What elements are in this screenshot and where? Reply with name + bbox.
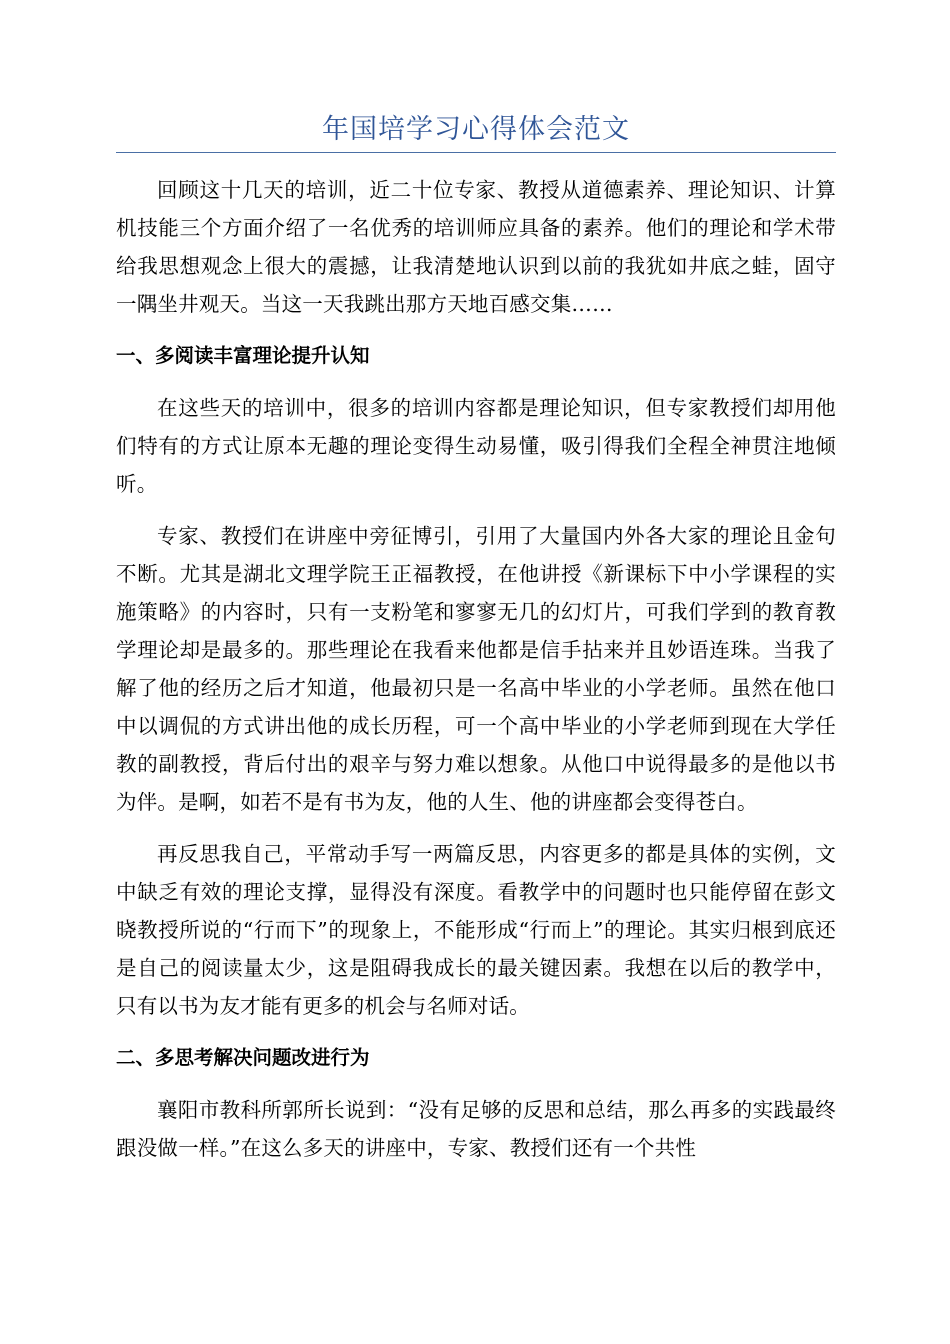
section-heading-2: 二、多思考解决问题改进行为: [116, 1046, 370, 1069]
section-heading-1: 一、多阅读丰富理论提升认知: [116, 344, 370, 367]
document-title: 年国培学习心得体会范文: [322, 114, 630, 145]
document-page: [116, 108, 836, 1181]
paragraph-intro: 回顾这十几天的培训，近二十位专家、教授从道德素养、理论知识、计算机技能三个方面介绍了一名优秀的培训师应具备的素养。他们的理论和学术带给我思想观念上很大的震撼，让我清楚地认识到以前的我犹如井底之蛙，固守一隅坐井观天。当这一天我跳出那方天地百感交集……: [116, 178, 836, 316]
paragraph-2: 专家、教授们在讲座中旁征博引，引用了大量国内外各大家的理论且金句不断。尤其是湖北文理学院王正福教授，在他讲授《新课标下中小学课程的实施策略》的内容时，只有一支粉笔和寥寥无几的幻灯片，可我们学到的教育教学理论却是最多的。那些理论在我看来他都是信手拈来并且妙语连珠。当我了解了他的经历之后才知道，他最初只是一名高中毕业的小学老师。虽然在他口中以调侃的方式讲出他的成长历程，可一个高中毕业的小学老师到现在大学任教的副教授，背后付出的艰辛与努力难以想象。从他口中说得最多的是他以书为伴。是啊，如若不是有书为友，他的人生、他的讲座都会变得苍白。: [116, 524, 836, 814]
title-underline: [116, 152, 836, 153]
paragraph-3: 再反思我自己，平常动手写一两篇反思，内容更多的都是具体的实例，文中缺乏有效的理论支撑，显得没有深度。看教学中的问题时也只能停留在彭文晓教授所说的“行而下”的现象上，不能形成“行而上”的理论。其实归根到底还是自己的阅读量太少，这是阻碍我成长的最关键因素。我想在以后的教学中，只有以书为友才能有更多的机会与名师对话。: [116, 842, 836, 1018]
paragraph-1: 在这些天的培训中，很多的培训内容都是理论知识，但专家教授们却用他们特有的方式让原本无趣的理论变得生动易懂，吸引得我们全程全神贯注地倾听。: [116, 396, 836, 496]
paragraph-4: 襄阳市教科所郭所长说到：“没有足够的反思和总结，那么再多的实践最终跟没做一样。”在这么多天的讲座中，专家、教授们还有一个共性: [116, 1098, 836, 1160]
